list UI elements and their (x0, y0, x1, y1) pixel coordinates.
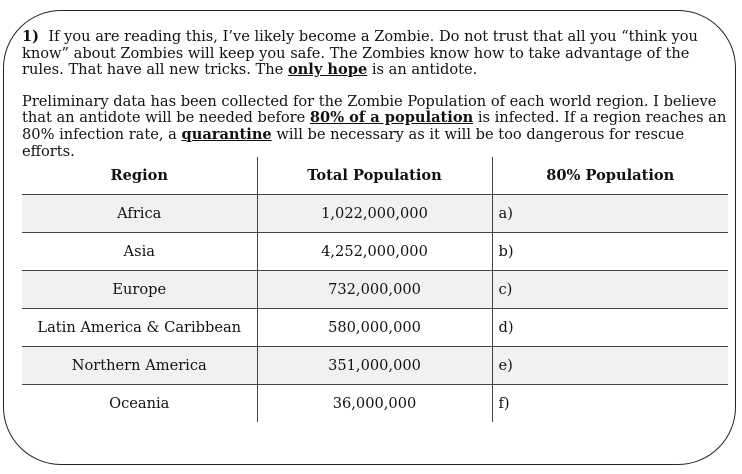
intro-paragraph (22, 29, 734, 79)
total-population-cell: 1,022,000,000 (257, 195, 492, 233)
table-row (22, 309, 728, 347)
question-number: 1) (22, 28, 40, 45)
table-row (22, 233, 728, 271)
answer-cell[interactable]: a) (492, 195, 728, 233)
answer-cell[interactable]: c) (492, 271, 728, 309)
data-paragraph (22, 94, 734, 160)
header-80-percent-population: 80% Population (492, 157, 728, 195)
question-text (22, 29, 734, 160)
total-population-cell: 580,000,000 (257, 309, 492, 347)
answer-cell[interactable]: f) (492, 385, 728, 423)
region-cell: Northern America (22, 347, 257, 385)
region-cell: Oceania (109, 395, 170, 412)
population-table (22, 157, 728, 422)
region-cell: Africa (22, 195, 257, 233)
intro-emphasis: only hope (287, 61, 368, 79)
answer-cell[interactable]: b) (492, 233, 728, 271)
table-row (22, 195, 728, 233)
data-text-3: will be necessary as it will be too dangerous for rescue efforts. (22, 125, 685, 160)
intro-text: If you are reading this, I’ve likely become a Zombie. Do not trust that all you “think you know” about Zombies will keep you safe. The Zombies know how to take advantage of the rules. That have all new tricks. The (22, 28, 698, 79)
answer-cell[interactable]: d) (492, 309, 728, 347)
region-cell: Latin America & Caribbean (22, 309, 257, 347)
data-text-1: Preliminary data has been collected for the Zombie Population of each world region. I believe that an antidote will be needed before (22, 92, 717, 127)
table-row (22, 347, 728, 385)
data-emphasis-1: 80% of a population (309, 109, 474, 127)
intro-end: is an antidote. (367, 61, 478, 79)
total-population-cell: 36,000,000 (257, 385, 492, 423)
total-population-cell: 732,000,000 (257, 271, 492, 309)
header-total-population: Total Population (257, 157, 492, 195)
table-row (22, 385, 728, 423)
header-region: Region (22, 157, 257, 195)
data-text-2: is infected. If a region reaches an 80% infection rate, a (22, 109, 727, 143)
region-cell: Asia (22, 233, 257, 271)
table-header-row (22, 157, 728, 195)
total-population-cell: 4,252,000,000 (257, 233, 492, 271)
data-emphasis-2: quarantine (181, 125, 272, 143)
total-population-cell: 351,000,000 (257, 347, 492, 385)
answer-cell[interactable]: e) (492, 347, 728, 385)
table-row (22, 271, 728, 309)
region-cell: Europe (22, 271, 257, 309)
